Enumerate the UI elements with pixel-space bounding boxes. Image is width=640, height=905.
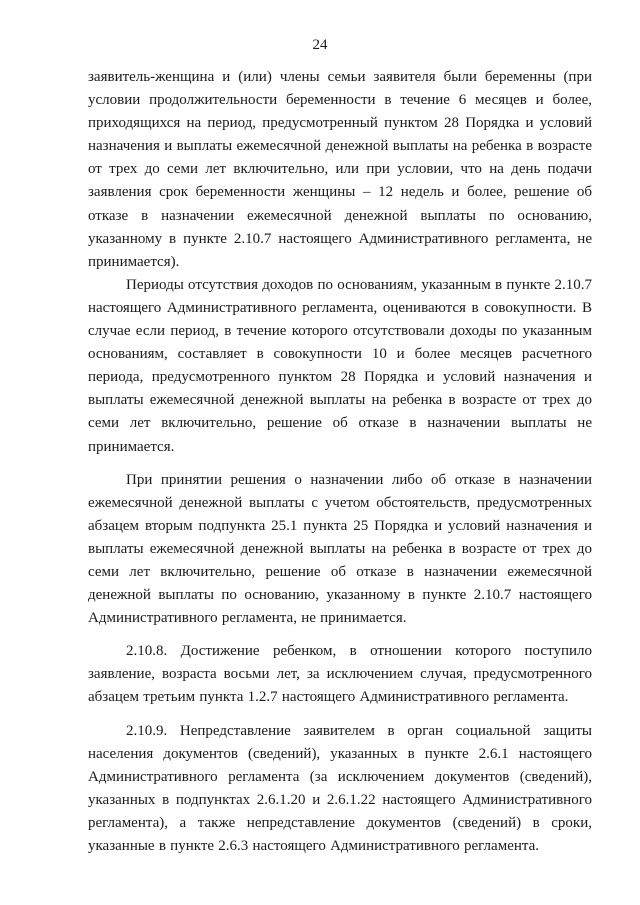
document-body	[88, 66, 592, 858]
paragraph-income-periods: Периоды отсутствия доходов по основаниям, указанным в пункте 2.10.7 настоящего Административного регламента, оцениваются в совокупности. В случае если период, в течение которого отсутствовали доходы по указанным основаниям, составляет в совокупности 10 и более месяцев расчетного периода, предусмотренного пунктом 28 Порядка и условий назначения и выплаты ежемесячной денежной выплаты на ребенка в возрасте от трех до семи лет включительно, решение об отказе в назначении выплаты не принимается.	[88, 276, 592, 455]
page-number: 24	[312, 37, 328, 53]
paragraph-2-10-9: 2.10.9. Непредставление заявителем в орган социальной защиты населения документов (сведений), указанных в пункте 2.6.1 настоящего Административного регламента (за исключением документов (сведений), указанных в подпунктах 2.6.1.20 и 2.6.1.22 настоящего Административного регламента), а также непредставление документов (сведений) в сроки, указанные в пункте 2.6.3 настоящего Административного регламента.	[88, 722, 592, 854]
paragraph-continuation: заявитель-женщина и (или) члены семьи заявителя были беременны (при условии продолжительности беременности в течение 6 месяцев и более, приходящихся на период, предусмотренный пунктом 28 Порядка и условий назначения и выплаты ежемесячной денежной выплаты на ребенка в возрасте от трех до семи лет включительно, или при условии, что на день подачи заявления срок беременности женщины – 12 недель и более, решение об отказе в назначении ежемесячной денежной выплаты по основанию, указанному в пункте 2.10.7 настоящего Административного регламента, не принимается).	[88, 69, 592, 270]
paragraph-decision-circumstances: При принятии решения о назначении либо об отказе в назначении ежемесячной денежной выплаты с учетом обстоятельств, предусмотренных абзацем вторым подпункта 25.1 пункта 25 Порядка и условий назначения и выплаты ежемесячной денежной выплаты на ребенка в возрасте от трех до семи лет включительно, решение об отказе в назначении ежемесячной денежной выплаты по основанию, указанному в пункте 2.10.7 настоящего Административного регламента, не принимается.	[88, 471, 592, 627]
paragraph-2-10-8: 2.10.8. Достижение ребенком, в отношении которого поступило заявление, возраста восьми лет, за исключением случая, предусмотренного абзацем третьим пункта 1.2.7 настоящего Административного регламента.	[88, 643, 592, 706]
